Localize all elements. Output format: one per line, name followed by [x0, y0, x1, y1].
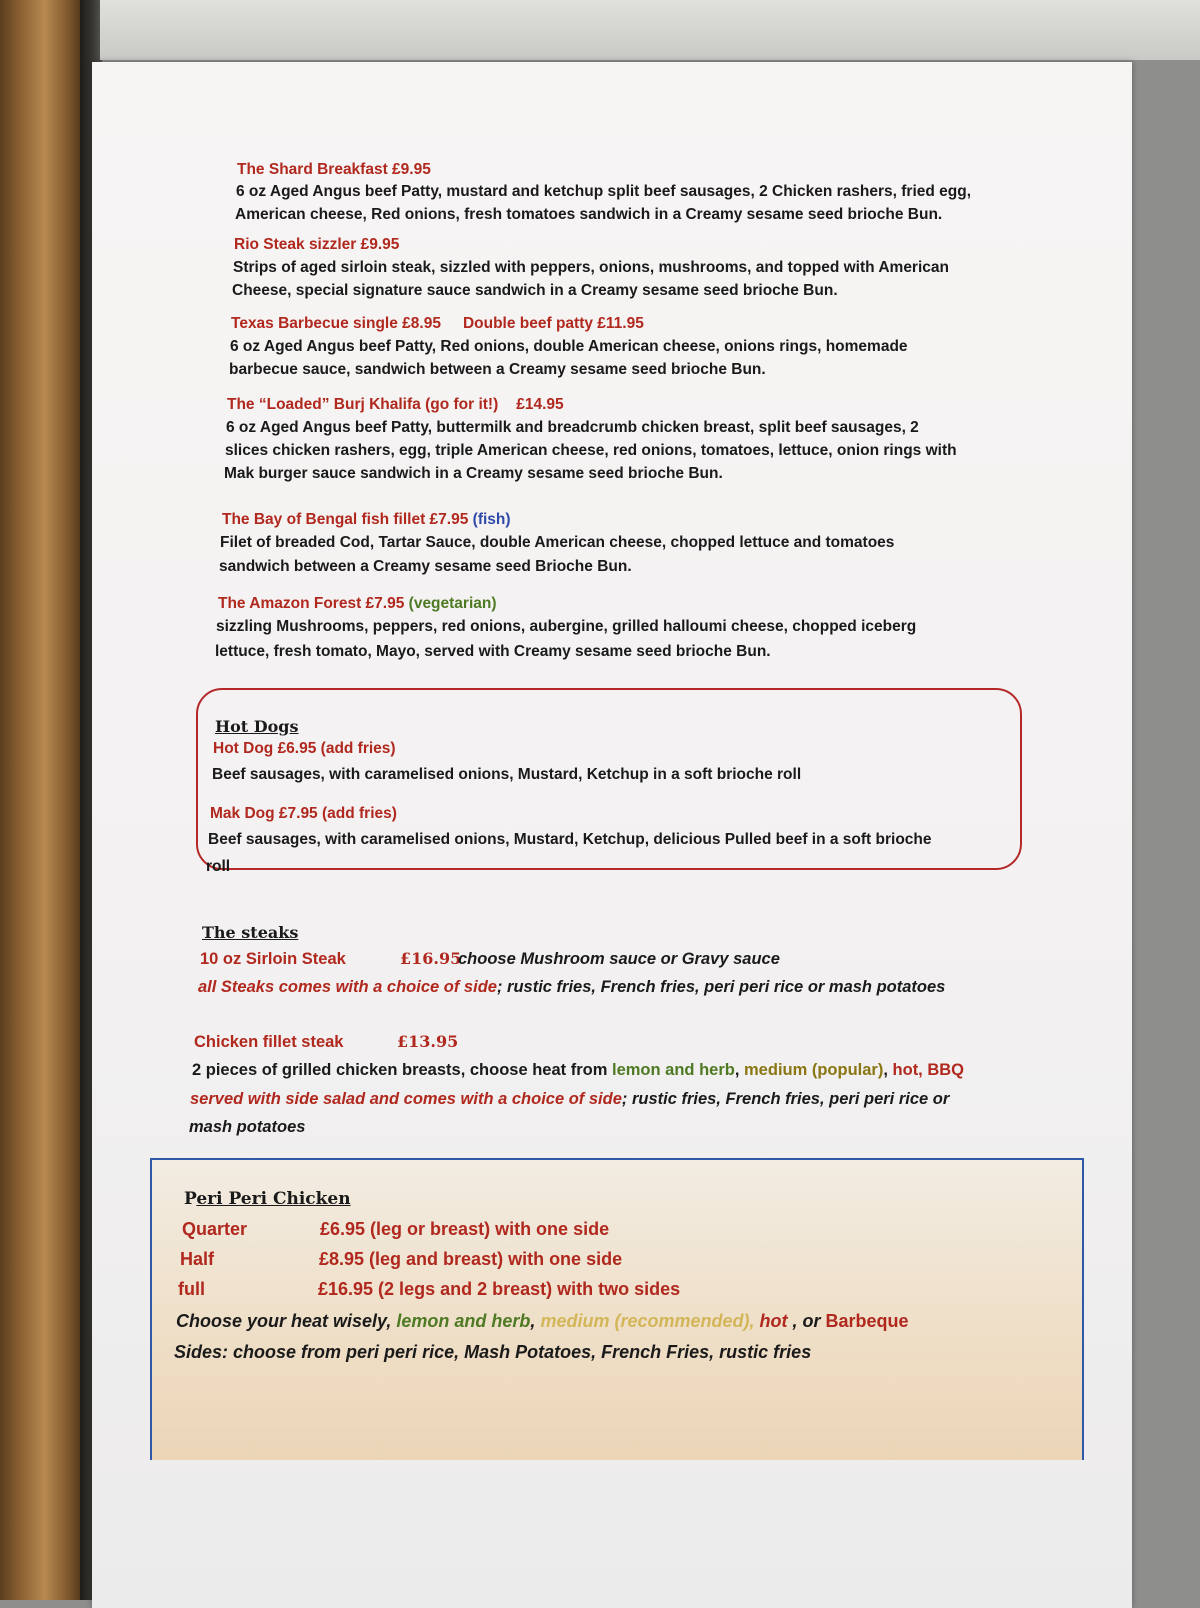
texas-single-price: Texas Barbecue single £8.95	[231, 315, 441, 332]
top-binder-strip	[100, 0, 1200, 60]
hot-dog-desc: Beef sausages, with caramelised onions, Mustard, Ketchup in a soft brioche roll	[212, 766, 802, 783]
heat-hot: hot	[754, 1311, 788, 1331]
chicken-side-red: served with side salad and comes with a choice of side	[190, 1090, 622, 1108]
heat-medium: medium (recommended),	[540, 1311, 755, 1331]
item-desc-line: barbecue sauce, sandwich between a Creamy sesame seed brioche Bun.	[229, 361, 766, 378]
chicken-side-note-cont: mash potatoes	[189, 1118, 306, 1136]
peri-heading-rest: eri Peri Chicken	[196, 1189, 351, 1209]
peri-sides: Sides: choose from peri peri rice, Mash Potatoes, French Fries, rustic fries	[174, 1342, 812, 1362]
item-desc-line: 6 oz Aged Angus beef Patty, mustard and ketchup split beef sausages, 2 Chicken rashers, fried egg,	[236, 183, 972, 200]
item-title-shard: The Shard Breakfast £9.95	[237, 161, 431, 178]
mak-dog-title: Mak Dog £7.95 (add fries)	[210, 805, 397, 822]
wooden-frame	[0, 0, 92, 1600]
vegetarian-tag: (vegetarian)	[408, 595, 497, 612]
heat-hot-bbq: hot, BBQ	[892, 1061, 965, 1079]
item-title-texas	[231, 313, 644, 335]
mak-dog-desc: roll	[206, 858, 231, 875]
item-desc-line: sizzling Mushrooms, peppers, red onions, aubergine, grilled halloumi cheese, chopped iceberg	[216, 618, 917, 635]
item-desc-line: Cheese, special signature sauce sandwich in a Creamy sesame seed brioche Bun.	[232, 282, 838, 299]
item-desc-line: Mak burger sauce sandwich in a Creamy sesame seed brioche Bun.	[224, 465, 723, 482]
sep: ,	[530, 1311, 541, 1331]
chicken-fillet-desc	[192, 1059, 964, 1081]
sep: ,	[883, 1061, 893, 1079]
item-desc-line: sandwich between a Creamy sesame seed Brioche Bun.	[219, 558, 632, 575]
bengal-name: The Bay of Bengal fish fillet £7.95	[222, 511, 469, 528]
peri-detail: £8.95 (leg and breast) with one side	[319, 1249, 623, 1269]
item-desc-line: lettuce, fresh tomato, Mayo, served with Creamy sesame seed brioche Bun.	[215, 643, 771, 660]
heat-medium: medium (popular)	[744, 1061, 884, 1079]
sirloin-note: choose Mushroom sauce or Gravy sauce	[458, 950, 780, 968]
sirloin-name: 10 oz Sirloin Steak	[200, 950, 346, 968]
item-desc-line: 6 oz Aged Angus beef Patty, Red onions, double American cheese, onions rings, homemade	[230, 338, 908, 355]
fish-tag: (fish)	[472, 511, 511, 528]
peri-detail: £6.95 (leg or breast) with one side	[320, 1219, 610, 1239]
texas-double-price: Double beef patty £11.95	[462, 315, 644, 332]
item-title-rio: Rio Steak sizzler £9.95	[234, 236, 400, 253]
chicken-fillet-price: £13.95	[397, 1032, 459, 1051]
item-desc-line: Filet of breaded Cod, Tartar Sauce, double American cheese, chopped lettuce and tomatoes	[220, 534, 895, 551]
item-desc-line: American cheese, Red onions, fresh tomatoes sandwich in a Creamy sesame seed brioche Bun.	[235, 206, 943, 223]
heat-intro: Choose your heat wisely,	[176, 1311, 397, 1331]
chicken-fillet-name: Chicken fillet steak	[194, 1033, 344, 1051]
hot-dogs-heading: Hot Dogs	[215, 717, 299, 736]
item-title-amazon	[218, 593, 497, 615]
heat-lemon: lemon and herb	[611, 1061, 735, 1079]
burj-price: £14.95	[516, 396, 564, 413]
chicken-side-black: ; rustic fries, French fries, peri peri rice or	[621, 1090, 950, 1108]
item-desc-line: Strips of aged sirloin steak, sizzled with peppers, onions, mushrooms, and topped with American	[233, 259, 949, 276]
burj-name: The “Loaded” Burj Khalifa (go for it!)	[227, 396, 499, 413]
item-desc-line: 6 oz Aged Angus beef Patty, buttermilk and breadcrumb chicken breast, split beef sausages, 2	[226, 419, 919, 436]
peri-heading	[184, 1188, 351, 1210]
item-title-bengal	[222, 509, 511, 531]
peri-size: Half	[180, 1249, 215, 1269]
amazon-name: The Amazon Forest £7.95	[218, 595, 405, 612]
steaks-heading: The steaks	[202, 923, 299, 942]
sep: ,	[734, 1061, 745, 1079]
chicken-side-note	[190, 1088, 949, 1110]
heat-bbq: Barbeque	[825, 1311, 909, 1331]
peri-detail: £16.95 (2 legs and 2 breast) with two sides	[318, 1279, 681, 1299]
chicken-desc-text: 2 pieces of grilled chicken breasts, choose heat from	[192, 1061, 612, 1079]
peri-heat-line	[176, 1310, 909, 1332]
peri-size: full	[178, 1279, 205, 1299]
hot-dog-title: Hot Dog £6.95 (add fries)	[213, 740, 396, 757]
peri-size: Quarter	[182, 1219, 248, 1239]
sirloin-price: £16.95	[400, 949, 462, 968]
mak-dog-desc: Beef sausages, with caramelised onions, Mustard, Ketchup, delicious Pulled beef in a soft brioche	[208, 831, 932, 848]
heat-lemon: lemon and herb	[396, 1311, 531, 1331]
item-title-burj	[227, 394, 564, 416]
heat-or: , or	[787, 1311, 826, 1331]
steaks-side-note	[198, 976, 945, 998]
side-note-red: all Steaks comes with a choice of side	[198, 978, 497, 996]
side-note-black: ; rustic fries, French fries, peri peri rice or mash potatoes	[496, 978, 946, 996]
peri-heading-first: P	[184, 1189, 197, 1209]
item-desc-line: slices chicken rashers, egg, triple American cheese, red onions, tomatoes, lettuce, onion rings with	[225, 442, 957, 459]
